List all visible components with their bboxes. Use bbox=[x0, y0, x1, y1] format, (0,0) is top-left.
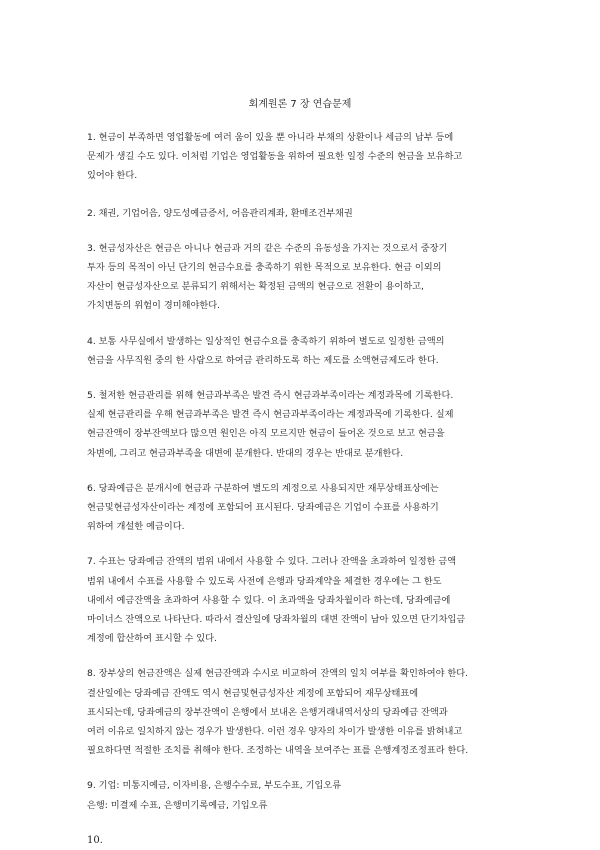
answer-7 bbox=[87, 552, 547, 648]
answer-4-line: 현금을 사무직원 중의 한 사람으로 하여금 관리하도록 하는 제도를 소액현금제도라 한다. bbox=[87, 354, 439, 366]
answer-5 bbox=[87, 386, 547, 463]
answer-8-line: 필요하다면 적절한 조치를 취해야 한다. 조정하는 내역을 보여주는 표를 은행계정조정표라 한다. bbox=[87, 745, 469, 757]
answer-3 bbox=[87, 239, 547, 316]
document-title: 회계원론 7 장 연습문제 bbox=[248, 99, 352, 110]
answer-10-line: 10. bbox=[87, 834, 103, 846]
answer-7-line: 범위 내에서 수표를 사용할 수 있도록 사전에 은행과 당좌계약을 체결한 경우에는 그 한도 bbox=[87, 575, 442, 587]
answer-4 bbox=[87, 332, 547, 370]
answer-5-line: 실제 현금관리를 우해 현금과부족은 발견 즉시 현금과부족이라는 계정과목에 기록한다. 실제 bbox=[87, 409, 454, 421]
answer-3-line: 3. 현금성자산은 현금은 아니나 현금과 거의 같은 수준의 유동성을 가지는 것으로서 중장기 bbox=[87, 242, 448, 254]
answer-6-line: 현금및현금성자산이라는 계정에 포함되어 표시된다. 당좌예금은 기업이 수표를 사용하기 bbox=[87, 502, 439, 514]
answer-8-line: 8. 장부상의 현금잔액은 실제 현금잔액과 수시로 비교하여 잔액의 일치 여부를 확인하여야 한다. bbox=[87, 668, 469, 680]
document-body bbox=[87, 128, 547, 850]
answer-6-line: 위하여 개설한 예금이다. bbox=[87, 521, 185, 533]
answer-8 bbox=[87, 664, 547, 760]
answer-6 bbox=[87, 479, 547, 537]
answer-9 bbox=[87, 776, 547, 814]
answer-8-line: 여러 이유로 일치하지 않는 경우가 발생한다. 이런 경우 양자의 차이가 발생한 이유를 밝혀내고 bbox=[87, 726, 463, 738]
answer-2-line: 2. 채권, 기업어음, 양도성예금증서, 어음관리계좌, 환매조건부채권 bbox=[87, 207, 353, 219]
answer-1-line: 1. 현금이 부족하면 영업활동에 여러 움이 있을 뿐 아니라 부채의 상환이나 세금의 납부 등에 bbox=[87, 132, 454, 143]
answer-5-line: 차변에, 그리고 현금과부족을 대변에 분개한다. 반대의 경우는 반대로 분개한다. bbox=[87, 447, 404, 459]
answer-10 bbox=[87, 831, 547, 850]
answer-9-line: 은행: 미결제 수표, 은행미기록예금, 기입오류 bbox=[87, 799, 268, 811]
answer-5-line: 5. 철저한 현금관리를 위해 현금과부족은 발견 즉시 현금과부족이라는 계정과목에 기록한다. bbox=[87, 390, 454, 402]
answer-3-line: 자산이 현금성자산으로 분류되기 위해서는 확정된 금액의 현금으로 전환이 용이하고, bbox=[87, 281, 424, 293]
answer-9-line: 9. 기업: 미통지예금, 이자비용, 은행수수료, 부도수표, 기입오류 bbox=[87, 780, 342, 792]
answer-2 bbox=[87, 204, 547, 223]
answer-1-line: 문제가 생길 수도 있다. 이처럼 기업은 영업활동을 위하여 필요한 일정 수준의 현금을 보유하고 bbox=[87, 151, 463, 163]
answer-6-line: 6. 당좌예금은 분개시에 현금과 구분하여 별도의 계정으로 사용되지만 재무상태표상에는 bbox=[87, 482, 439, 494]
answer-5-line: 현금잔액이 장부잔액보다 많으면 원인은 아직 모르지만 현금이 들어온 것으로 보고 현금을 bbox=[87, 428, 445, 440]
answer-8-line: 표시되는데, 당좌예금의 장부잔액이 은행에서 보내온 은행거래내역서상의 당좌예금 잔액과 bbox=[87, 706, 448, 718]
answer-8-line: 결산일에는 당좌예금 잔액도 역시 현금및현금성자산 계정에 포함되어 재무상태표에 bbox=[87, 687, 419, 699]
answer-7-line: 7. 수표는 당좌예금 잔액의 범위 내에서 사용할 수 있다. 그러나 잔액을 초과하여 일정한 금액 bbox=[87, 556, 457, 568]
answer-3-line: 가치변동의 위험이 경미해야한다. bbox=[87, 300, 221, 312]
answer-1 bbox=[87, 128, 547, 186]
answer-7-line: 마이너스 잔액으로 나타난다. 따라서 결산일에 당좌차월의 대변 잔액이 남아 있으면 단기차입금 bbox=[87, 614, 466, 626]
answer-4-line: 4. 보통 사무실에서 발생하는 일상적인 현금수요를 충족하기 위하여 별도로 일정한 금액의 bbox=[87, 335, 445, 347]
answer-7-line: 내에서 예금잔액을 초과하여 사용할 수 있다. 이 초과액을 당좌차월이라 하는데, 당좌예금에 bbox=[87, 594, 451, 606]
answer-7-line: 계정에 합산하여 표시할 수 있다. bbox=[87, 633, 217, 645]
answer-3-line: 투자 등의 목적이 아닌 단기의 현금수요를 충족하기 위한 목적으로 보유한다. 현금 이외의 bbox=[87, 262, 442, 274]
answer-1-line: 있어야 한다. bbox=[87, 170, 138, 182]
